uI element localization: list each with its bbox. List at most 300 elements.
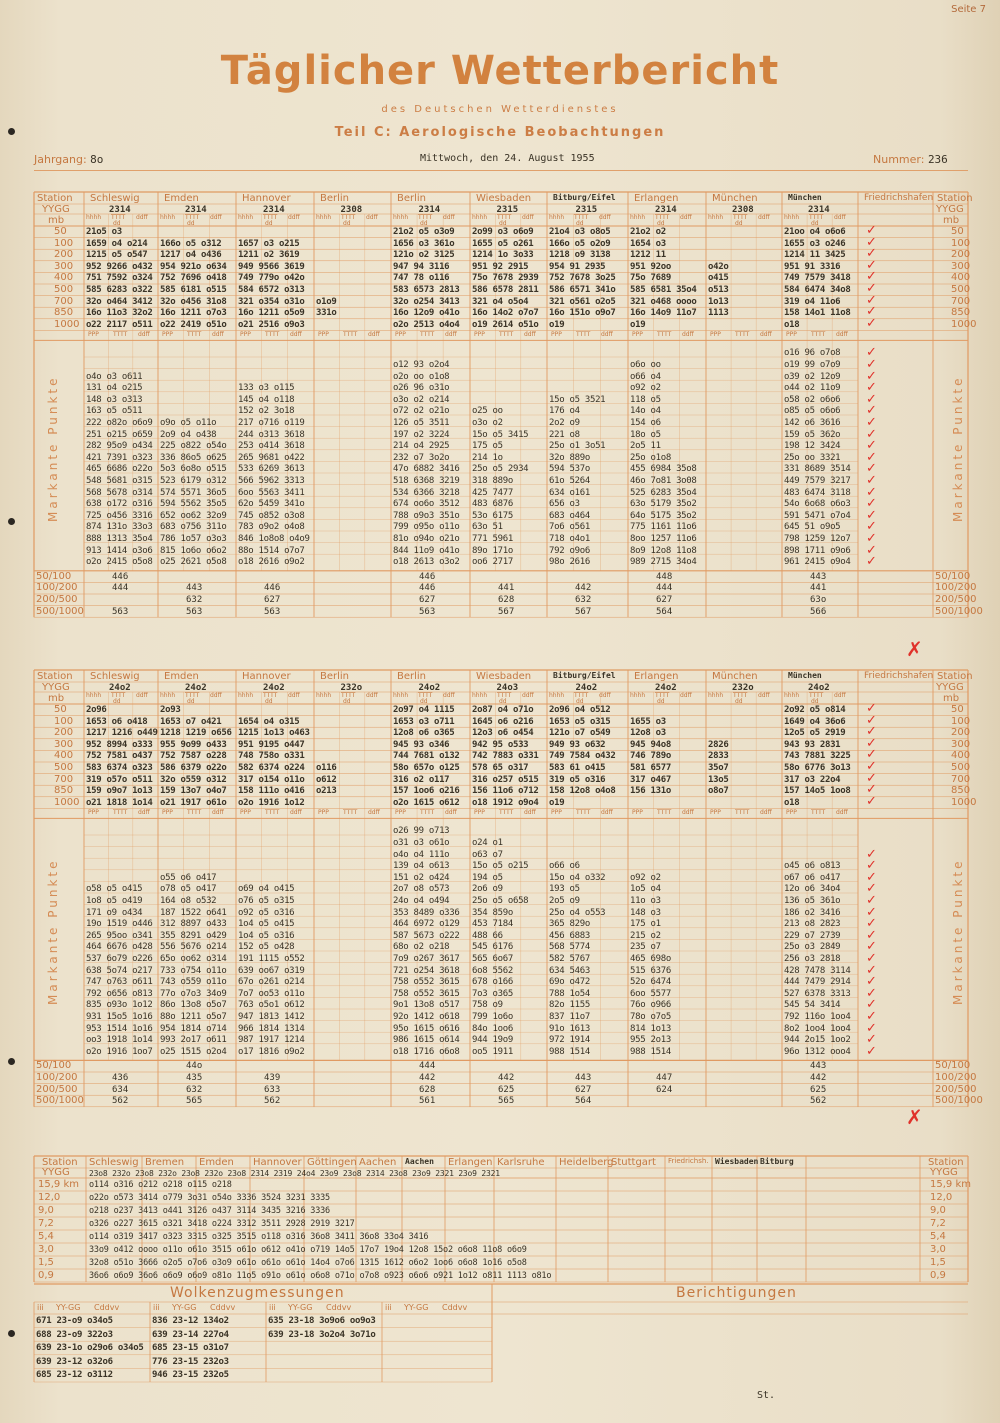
markant-value: 152 o5 o428 [238,942,295,953]
thickness-value: 563 [264,606,281,617]
col-sub-ddff: ddff [136,214,148,221]
station-time: 24o2 [263,683,285,693]
markant-value: 988 1514 [549,1046,590,1057]
station-label-right: Station [937,671,973,682]
level-label: 500 [54,284,74,295]
thickness-value: 443 [810,1061,827,1072]
level-value: o21 1818 1o14 [86,797,153,808]
check-icon: ✓ [866,380,877,396]
col-sub-tttt: TTTT [499,809,514,817]
level-label-right: 1000 [951,796,977,808]
col-sub-dd: dd [420,698,428,705]
col-sub-ddff: ddff [212,331,224,339]
markant-value: 145 o4 o118 [238,394,295,405]
markant-value: 792 116o 1oo4 [784,1012,851,1022]
station-time: 2314 [418,205,441,215]
thickness-label-right: 200/500 [935,1083,977,1095]
level-value: 58o 657o o125 [393,763,460,773]
thickness-value: 562 [112,1096,129,1107]
thickness-value: 563 [419,606,436,617]
level-value: 158 12o8 o4o8 [549,786,616,797]
check-icon: ✓ [866,939,877,955]
level-value: 1656 o3 361o [393,238,455,249]
thickness-label-right: 50/100 [935,1060,971,1072]
check-icon: ✓ [866,484,877,500]
cloud-value: 946 23-15 232o5 [152,1370,229,1381]
col-sub-ddff: ddff [601,331,613,339]
station-name: Hannover [242,193,291,204]
col-sub-hhhh: hhhh [160,692,176,699]
col-sub-dd: dd [343,220,351,227]
check-icon: ✓ [866,793,877,809]
col-sub-dd: dd [735,698,743,705]
level-value: 752 7581 o437 [86,751,153,762]
markant-value: 6o8 5562 [472,965,513,976]
markant-value: 2o5 o9 [549,896,580,906]
mb-label: mb [48,215,65,226]
markant-value: 792 o656 o813 [86,988,153,999]
level-value: 32o o559 o312 [160,774,227,785]
col-sub-hhhh: hhhh [393,214,409,221]
col-sub-ddff: ddff [522,692,534,699]
station-name: Friedrichshafen [864,193,934,203]
check-icon: ✓ [866,1020,877,1036]
level-value: o21 2516 o9o3 [238,319,305,330]
markant-value: 674 oo6o 3512 [393,499,460,510]
level-value: 319 o57o o511 [86,774,153,785]
markant-value: 152 o2 3o18 [238,406,295,417]
col-sub-dd: dd [576,698,584,705]
wind-height-right: 1,5 [930,1257,946,1268]
level-value: 157 14o5 1oo8 [784,786,851,797]
level-value: 2826 [708,739,729,750]
markant-value: 69o o472 [549,977,590,988]
station-time: 2314 [185,205,207,215]
level-value: 2o87 o4 o71o [472,705,534,715]
level-value: o116 [316,763,337,773]
check-icon: ✓ [866,246,877,262]
markant-value: 232 o7 3o2o [393,452,450,463]
station-time: 24o3 [496,683,519,693]
thickness-value: 444 [419,1061,436,1072]
station-name: Berlin [320,193,350,204]
col-sub-tttt: TTTT [343,809,358,817]
col-sub-tttt: TTTT [420,809,435,817]
station-name: Erlangen [634,193,679,204]
col-sub-ppp: PPP [474,809,485,817]
col-sub-ddff: ddff [760,331,772,339]
markant-value: 12o o6 34o4 [784,884,841,895]
markant-value: 221 o8 [549,429,580,440]
markant-value: 6oo 5577 [630,988,671,999]
col-sub-ppp: PPP [786,809,797,817]
level-value: 752 7678 3o25 [549,273,616,284]
wind-station-name: Heidelberg [559,1157,614,1168]
station-name: München [712,671,758,682]
markant-value: o17 1816 o9o2 [238,1046,305,1057]
level-value: 951 92oo [630,261,671,272]
markant-value: 25o o1 3o51 [549,441,606,452]
level-label: 1000 [54,318,80,330]
wind-height-right: 7,2 [930,1218,946,1229]
wind-station-name: Emden [199,1157,234,1168]
wind-station-name: Erlangen [448,1157,493,1168]
col-sub-tttt: TTTT [497,214,512,221]
markant-value: o92 o2 [630,383,661,394]
markant-value: 548 5681 o315 [86,476,153,486]
level-label-right: 400 [951,272,971,284]
station-time: 2315 [575,205,598,215]
markant-value: 15o o5 3521 [549,394,606,405]
level-value: 2o99 o3 o6o9 [472,227,534,237]
thickness-label-right: 500/1000 [935,605,983,617]
cloud-value: 688 23-o9 322o3 [36,1329,113,1340]
markant-value: 844 11o9 o41o [393,545,460,556]
wind-station-name: Stuttgart [611,1157,656,1168]
level-value: 321 o468 oooo [630,296,697,307]
markant-value: 743 o559 o11o [160,977,227,988]
markant-value: 2o7 o8 o573 [393,884,450,895]
report-title: Täglicher Wetterbericht [220,48,780,94]
level-value: 1645 o6 o216 [472,716,534,727]
markant-value: 81o o94o o21o [393,534,460,544]
markant-value: o44 o2 11o9 [784,383,841,394]
markant-value: 775 1161 11o6 [630,522,697,533]
col-sub-tttt: TTTT [574,692,589,699]
markant-value: 7o3 o365 [472,988,513,999]
level-value: 952 9266 o432 [86,261,153,272]
markant-value: 175 o1 [630,919,661,930]
wind-values: 33o9 o412 oooo o11o o61o 3515 o61o o612 o41o o719 14o5 17o7 19o4 12o8 15o2 o6o8 11o8 o6o9 [89,1245,527,1255]
markant-value: 2o2 o9 [549,418,580,428]
markant-value: 955 2o13 [630,1035,671,1046]
markant-value: 65o oo62 o314 [160,954,227,964]
thickness-value: 563 [112,606,129,617]
level-label-right: 300 [951,260,971,272]
markant-value: 163 o5 o511 [86,406,143,417]
station-time: 232o [340,683,363,693]
markant-value: 428 7478 3114 [784,965,851,976]
level-value: 2o97 o4 1115 [393,705,455,715]
level-value: o22 2117 o511 [86,319,153,330]
level-value: 742 7883 o331 [472,751,539,762]
level-value: o19 [630,319,646,330]
col-sub-hhhh: hhhh [86,214,102,221]
check-icon: ✓ [866,519,877,535]
markant-value: 54o 6o68 o6o3 [784,499,851,510]
markant-value: 193 o5 [549,884,580,895]
level-value: 331o [316,308,337,319]
col-sub-tttt: TTTT [576,331,591,339]
level-value: 1214 1o 3o33 [472,250,534,261]
check-icon: ✓ [866,292,877,308]
level-value: 585 6181 o515 [160,285,227,295]
level-value: 1211 o2 3619 [238,250,300,261]
markant-value: 214 o4 2925 [393,441,450,452]
thickness-value: 441 [810,583,827,594]
check-icon: ✓ [866,916,877,932]
level-value: 1653 o6 o418 [86,716,148,727]
markant-value: 656 o3 [549,499,580,510]
markant-value: 591 5471 o7o4 [784,510,851,521]
level-value: o415 [708,273,729,284]
level-value: 166o o5 o312 [160,238,222,249]
markant-value: o45 o6 o813 [784,861,841,872]
level-value: 1653 o3 o711 [393,716,455,727]
col-sub-dd: dd [113,698,121,705]
markant-value: o92 o5 o316 [238,907,295,918]
level-value: 1215 1o13 o463 [238,728,310,739]
station-name: Bitburg/Eifel [553,193,616,202]
markant-value: o9o o5 o11o [160,418,217,428]
col-sub-tttt: TTTT [655,692,670,699]
station-name: Hannover [242,671,291,682]
markant-value: 788 1o54 [549,988,590,999]
markant-value: 798 1259 12o7 [784,534,851,544]
markant-value: 947 1813 1412 [238,1012,305,1022]
markant-value: 518 6368 3219 [393,476,460,486]
station-time: 24o2 [418,683,441,693]
markant-value: o58 o5 o415 [86,884,143,895]
level-label-right: 100 [951,237,971,249]
markant-value: 229 o7 2739 [784,930,841,941]
level-label-right: 500 [951,284,971,295]
markant-value: 82o 1155 [549,1000,590,1011]
thickness-value: 441 [498,583,515,594]
yygg-label: YYGG [42,204,70,215]
col-sub-ddff: ddff [368,331,380,339]
level-value: 942 95 o533 [472,739,529,750]
markant-value: o25 1515 o2o4 [160,1046,227,1057]
cloud-title: Wolkenzugmessungen [170,1285,345,1301]
check-icon: ✓ [866,315,877,331]
level-label: 200 [54,727,74,739]
markant-value: 331 8689 3514 [784,464,851,475]
col-sub-tttt: TTTT [735,331,750,339]
markant-value: 92o 1412 o618 [393,1012,460,1022]
level-value: 35o7 [708,763,729,773]
markant-value: 15o o5 3415 [472,429,529,440]
col-sub-tttt: TTTT [733,692,748,699]
markant-value: 987 1917 1214 [238,1035,305,1046]
check-icon: ✓ [866,962,877,978]
level-value: o19 2614 o51o [472,319,539,330]
level-value: 1o13 [708,296,729,307]
level-value: o8o7 [708,786,729,797]
markant-value: o2o 2415 o5o8 [86,557,153,568]
thickness-value: 446 [112,571,129,582]
col-sub-tttt: TTTT [343,331,358,339]
station-time: 2315 [496,205,519,215]
station-time: 2314 [808,205,830,215]
level-value: 1214 11 3425 [784,250,846,261]
level-value: 317 o467 [630,774,671,785]
col-sub-tttt: TTTT [185,214,200,221]
level-value: 578 65 o317 [472,763,529,773]
markant-value: 638 o172 o316 [86,499,153,510]
col-sub-ppp: PPP [474,331,485,339]
col-sub-hhhh: hhhh [238,692,254,699]
level-value: o612 [316,774,337,785]
station-time: 2314 [263,205,285,215]
thickness-value: 444 [656,583,673,594]
level-value: 317 o3 22o4 [784,774,841,785]
markant-value: 198 12 3424 [784,441,841,452]
col-sub-ddff: ddff [136,692,148,699]
col-sub-hhhh: hhhh [549,214,565,221]
cloud-col-iii: iii [37,1303,44,1312]
level-value: 583 6573 2813 [393,285,460,295]
markant-value: o39 o2 12o9 [784,371,841,382]
markant-value: 456 6883 [549,930,590,941]
check-icon: ✓ [866,234,877,250]
level-value: 586 6571 341o [549,285,616,295]
col-sub-hhhh: hhhh [316,692,332,699]
markant-value: 25o o5 o658 [472,896,529,906]
markant-value: 515 6376 [630,965,671,976]
level-value: 1218 o9 3138 [549,250,611,261]
cloud-value: 639 23-12 o32o6 [36,1356,113,1367]
markant-value: 465 698o [630,954,671,964]
col-sub-tttt: TTTT [735,809,750,817]
markant-value: 164 o8 o532 [160,896,217,906]
level-value: 952 8994 o333 [86,739,153,750]
level-value: o2o 2513 o4o4 [393,319,460,330]
markant-value: 961 2415 o9o4 [784,557,851,568]
markant-value: 251 o215 o659 [86,429,153,440]
check-icon: ✓ [866,1043,877,1059]
station-name: Berlin [320,671,350,682]
cloud-value: 639 23-18 3o2o4 3o71o [268,1329,376,1340]
col-sub-ppp: PPP [162,331,173,339]
thickness-value: 627 [656,595,673,605]
level-label-right: 200 [951,249,971,261]
cloud-col-yygg: YY-GG [172,1303,197,1312]
markant-value: 846 1o8o8 o4o9 [238,534,310,544]
markant-value: 568 5678 o314 [86,487,153,498]
markant-value: 197 o2 3224 [393,429,450,440]
thickness-value: 627 [419,595,436,605]
wind-yygg-label: YYGG [42,1167,70,1178]
markant-value: 96o 1312 ooo4 [784,1046,851,1057]
level-value: 317 o154 o11o [238,774,305,785]
check-icon: ✓ [866,368,877,384]
level-value: 321 o4 o5o4 [472,296,529,307]
thickness-value: 562 [264,1096,281,1107]
thickness-value: 564 [575,1096,592,1107]
level-value: 1218 1219 o656 [160,728,232,739]
col-sub-tttt: TTTT [733,214,748,221]
level-value: o19 [549,797,565,808]
markant-value: 799 o95o o11o [393,522,460,533]
level-value: o1o9 [316,296,337,307]
check-icon: ✓ [866,974,877,990]
level-value: 12o5 o5 2919 [784,728,846,739]
wind-height: 5,4 [38,1231,54,1242]
markant-value: 312 8897 o433 [160,919,227,930]
markant-value: 265 9681 o422 [238,452,305,463]
markant-value: 954 1814 o714 [160,1023,227,1034]
check-icon: ✓ [866,391,877,407]
markant-value: 944 2o15 1oo2 [784,1035,851,1046]
col-sub-hhhh: hhhh [630,692,646,699]
markant-value: 6oo 5563 3411 [238,487,305,498]
cloud-col-cddvv: Cddvv [442,1303,468,1312]
thickness-value: 562 [810,1096,827,1107]
station-name: München [788,193,822,202]
wind-height: 9,0 [38,1205,54,1216]
thickness-label: 200/500 [36,594,78,605]
markant-value: 944 19o9 [472,1035,513,1046]
wind-height: 1,5 [38,1257,54,1268]
wind-station-name: Friedrichsh. [668,1157,709,1165]
thickness-value: 566 [810,606,827,617]
check-icon: ✓ [866,1032,877,1048]
markante-label: Markante Punkte [46,375,60,522]
check-icon: ✓ [866,869,877,885]
level-value: 949 93 o632 [549,739,606,750]
check-icon: ✓ [866,426,877,442]
markant-value: 788 o9o3 351o [393,510,460,521]
markant-value: o25 oo [472,406,503,417]
markant-value: o66 o6 [549,861,580,872]
level-value: 12o3 o6 o454 [472,728,534,739]
col-sub-tttt: TTTT [187,809,202,817]
station-time: 24o2 [185,683,207,693]
level-value: 12o8 o6 o365 [393,728,455,739]
markant-value: 61o 5264 [549,476,590,486]
markant-value: 88o 1211 o5o7 [160,1012,227,1022]
col-sub-tttt: TTTT [111,692,126,699]
wind-height: 0,9 [38,1270,54,1281]
markant-value: 91o 1613 [549,1023,590,1034]
markant-value: 14o o4 [630,406,661,417]
check-icon: ✓ [866,438,877,454]
wind-height-right: 3,0 [930,1244,946,1255]
level-value: 1217 1216 o449 [86,728,158,739]
station-name: Emden [164,671,199,682]
wind-values: o218 o237 3413 o441 3126 o437 3114 3435 3216 3336 [89,1206,330,1216]
col-sub-dd: dd [576,220,584,227]
level-value: 1653 o5 o315 [549,716,611,727]
markant-value: 2o9 o4 o438 [160,429,217,440]
thickness-value: 625 [810,1084,827,1095]
station-time: 2308 [732,205,754,215]
col-sub-hhhh: hhhh [472,692,488,699]
markant-value: 15o o5 o215 [472,861,529,872]
station-name: Wiesbaden [476,671,532,682]
level-label: 700 [54,295,74,307]
col-sub-dd: dd [657,220,665,227]
col-sub-hhhh: hhhh [784,692,800,699]
markant-value: o25 2621 o5o8 [160,557,227,568]
level-value: 586 6578 2811 [472,285,539,295]
col-sub-tttt: TTTT [574,214,589,221]
thickness-label-right: 500/1000 [935,1095,983,1107]
col-sub-ppp: PPP [240,809,251,817]
col-sub-hhhh: hhhh [393,692,409,699]
wind-height-right: 9,0 [930,1205,946,1216]
check-icon: ✓ [866,997,877,1013]
wind-station-name: Bitburg [760,1157,794,1166]
markant-value: 678 o166 [472,977,513,988]
markant-value: 64o 5175 35o2 [630,510,697,521]
level-value: 747 78 o116 [393,273,450,284]
thickness-value: 632 [186,595,203,605]
thickness-value: 627 [264,595,281,605]
level-value: 2o96 [86,705,107,715]
col-sub-ddff: ddff [836,331,848,339]
